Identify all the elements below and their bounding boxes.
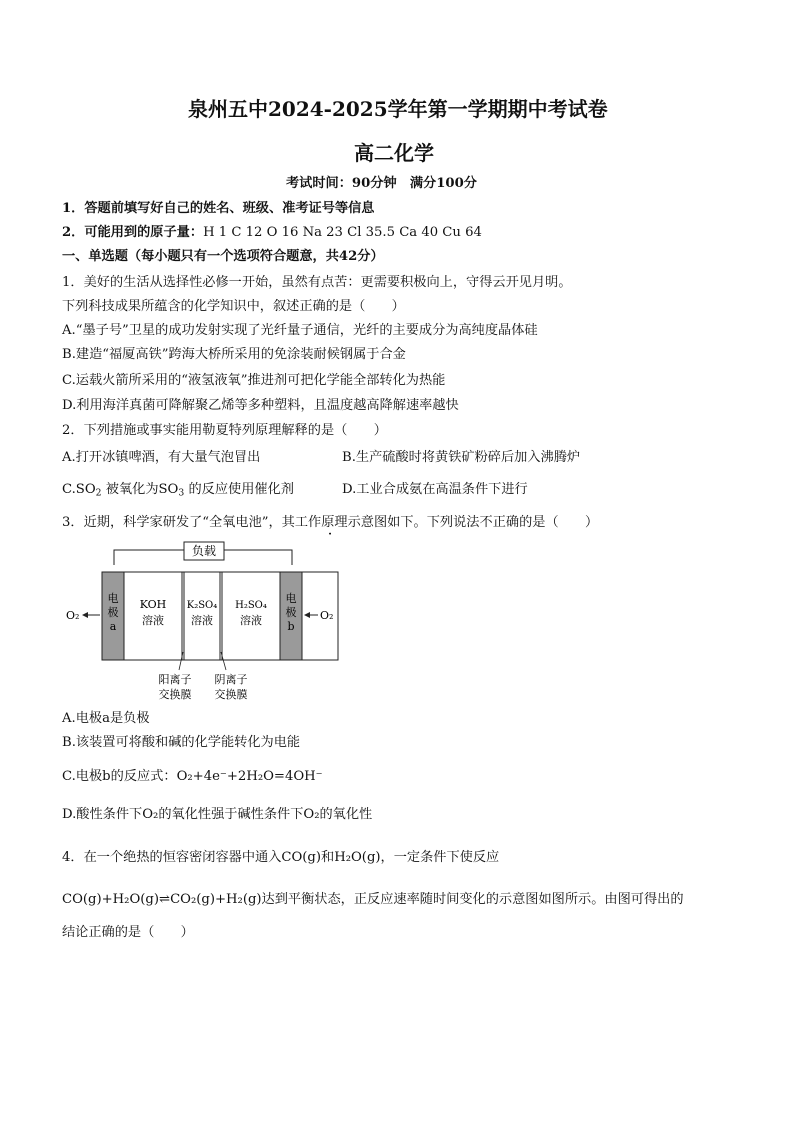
section-1-heading: 一、单选题（每小题只有一个选项符合题意，共42分）: [62, 249, 384, 264]
q2-option-a: A.打开冰镇啤酒，有大量气泡冒出: [62, 450, 261, 465]
q4-stem-line-2: CO(g)+H₂O(g)⇌CO₂(g)+H₂(g)达到平衡状态，正反应速率随时间变化的示意图如图所示。由图可得出的: [62, 892, 684, 907]
q3-stem-pre: 3．近期，科学家研发了“全氧电池”，其工作原理示意图如下。下列说法: [62, 515, 480, 530]
h2so4-label: H₂SO₄: [235, 600, 267, 611]
koh-label: KOH: [139, 598, 167, 611]
electrode-a-char-2: 极: [107, 606, 119, 619]
note-2-label: 2．可能用到的原子量：: [62, 225, 204, 240]
q4-stem-line-3: 结论正确的是（ ）: [62, 925, 194, 940]
load-label: 负载: [191, 544, 217, 558]
anion-membrane-line-1: 阴离子: [214, 673, 248, 686]
q1-stem-line-2: 下列科技成果所蕴含的化学知识中，叙述正确的是（ ）: [62, 299, 405, 314]
q3-option-b: B.该装置可将酸和碱的化学能转化为电能: [62, 735, 301, 750]
electrode-a-char-1: 电: [107, 592, 119, 605]
q1-option-b: B.建造“福厦高铁”跨海大桥所采用的免涂装耐候钢属于合金: [62, 347, 406, 362]
q1-option-d: D.利用海洋真菌可降解聚乙烯等多种塑料，且温度越高降解速率越快: [62, 398, 459, 413]
cation-membrane-line-2: 交换膜: [158, 688, 192, 701]
q2-c-pre: C.SO: [62, 482, 96, 497]
q1-option-c: C.运载火箭所采用的“液氢液氧”推进剂可把化学能全部转化为热能: [62, 373, 446, 388]
o2-out-arrow: [82, 612, 88, 618]
q2-c-mid: 被氧化为SO: [101, 482, 179, 497]
q2-stem: 2．下列措施或事实能用勒夏特列原理解释的是（ ）: [62, 423, 387, 438]
note-2-values: H 1 C 12 O 16 Na 23 Cl 35.5 Ca 40 Cu 64: [203, 225, 482, 240]
q3-option-c: [62, 768, 323, 786]
k2so4-solution-label: 溶液: [191, 614, 213, 627]
o2-right-label: O₂: [320, 609, 334, 622]
q3-option-a: A.电极a是负极: [62, 711, 150, 726]
q2-c-post: 的反应使用催化剂: [184, 482, 294, 497]
q3-c-pre: C.电极b的反应式：: [62, 769, 177, 784]
note-1: 1．答题前填写好自己的姓名、班级、准考证号等信息: [62, 201, 375, 216]
cation-membrane-line-1: 阳离子: [158, 673, 192, 686]
q3-c-equation: O₂+4e⁻+2H₂O=4OH⁻: [176, 769, 323, 784]
q3-emph-2: 正 ·: [493, 515, 506, 530]
h2so4-solution-label: 溶液: [240, 614, 262, 627]
electrode-b-char-3: b: [287, 620, 295, 633]
k2so4-label: K₂SO₄: [186, 600, 218, 611]
q3-stem: [62, 514, 598, 532]
anion-membrane-line-2: 交换膜: [214, 688, 248, 701]
exam-title: 泉州五中2024-2025学年第一学期期中考试卷: [188, 97, 608, 121]
q2-option-c: $C.SO_2$ 被氧化为$SO_3$ 的反应使用催化剂: [62, 482, 294, 499]
q3-emph-3: 确 ·: [506, 515, 519, 530]
electrode-b-char-2: 极: [285, 606, 297, 619]
subject-title: 高二化学: [354, 141, 434, 165]
exam-info: 考试时间：90分钟 满分100分: [286, 176, 477, 191]
note-2: [62, 224, 482, 242]
o2-left-label: O₂: [66, 609, 80, 622]
electrode-b-char-1: 电: [285, 592, 297, 605]
q2-option-b: B.生产硫酸时将黄铁矿粉碎后加入沸腾炉: [342, 450, 581, 465]
q2-option-d: D.工业合成氨在高温条件下进行: [342, 482, 528, 497]
q3-emph-1: 不 ·: [480, 515, 493, 530]
koh-solution-label: 溶液: [142, 614, 164, 627]
q1-option-a: A.“墨子号”卫星的成功发射实现了光纤量子通信，光纤的主要成分为高纯度晶体硅: [62, 323, 538, 338]
q4-stem-line-1: 4．在一个绝热的恒容密闭容器中通入CO(g)和H₂O(g)，一定条件下使反应: [62, 850, 500, 865]
q3-stem-post: 的是（ ）: [519, 515, 599, 530]
full-oxygen-battery-diagram: [62, 540, 342, 705]
electrode-a-char-3: a: [109, 620, 117, 633]
q1-stem-line-1: 1．美好的生活从选择性必修一开始，虽然有点苦：更需要积极向上，守得云开见月明。: [62, 275, 572, 290]
q3-option-d: D.酸性条件下O₂的氧化性强于碱性条件下O₂的氧化性: [62, 807, 373, 822]
